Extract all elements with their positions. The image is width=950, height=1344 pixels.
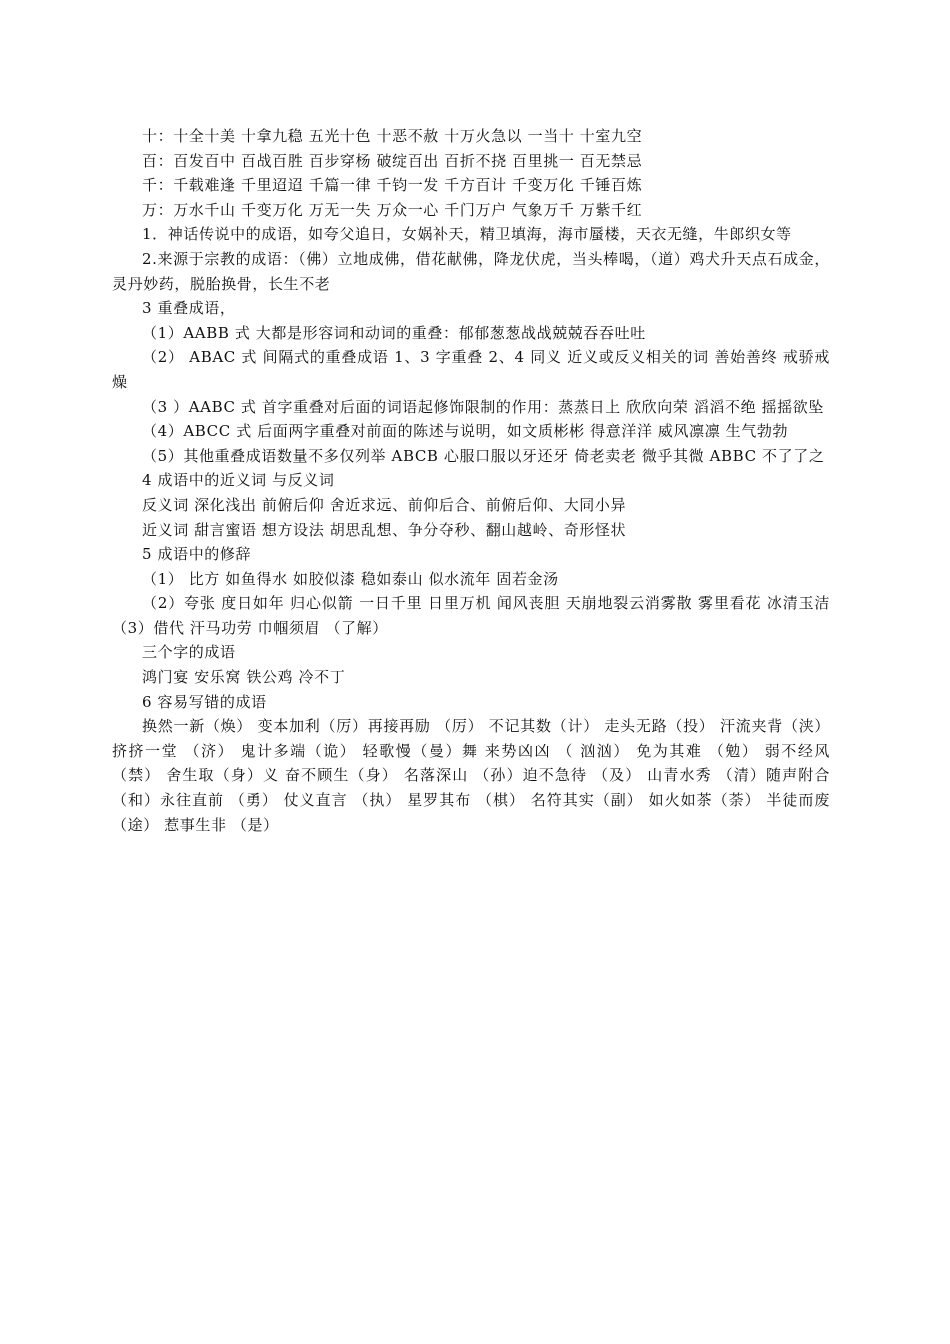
heading-rhetoric: 5 成语中的修辞 (142, 545, 252, 564)
paragraph-myth-idioms: 1．神话传说中的成语，如夸父追日，女娲补天，精卫填海，海市蜃楼，天衣无缝，牛郎织女等 (142, 225, 792, 244)
paragraph-other-reduplication: （5）其他重叠成语数量不多仅列举 ABCB 心服口服以牙还牙 倚老卖老 微乎其微 ABBC 不了了之 (142, 446, 825, 465)
paragraph-qian: 千：千载难逢 千里迢迢 千篇一律 千钧一发 千方百计 千变万化 千锤百炼 (142, 176, 643, 195)
document-body (112, 124, 830, 837)
paragraph-bai: 百：百发百中 百战百胜 百步穿杨 破绽百出 百折不挠 百里挑一 百无禁忌 (142, 151, 643, 170)
paragraph-aabb: （1）AABB 式 大都是形容词和动词的重叠：郁郁葱葱战战兢兢吞吞吐吐 (142, 323, 646, 342)
paragraph-religion-idioms: 2.来源于宗教的成语：（佛）立地成佛，借花献佛，降龙伏虎，当头棒喝，（道）鸡犬升天点石成金，灵丹妙药，脱胎换骨，长生不老 (112, 249, 830, 293)
paragraph-aabc: （3 ）AABC 式 首字重叠对后面的词语起修饰限制的作用：蒸蒸日上 欣欣向荣 滔滔不绝 摇摇欲坠 (142, 397, 824, 416)
paragraph-wan: 万：万水千山 千变万化 万无一失 万众一心 千门万户 气象万千 万紫千红 (142, 200, 643, 219)
paragraph-hyperbole: （2）夸张 度日如年 归心似箭 一日千里 日里万机 闻风丧胆 天崩地裂云消雾散 雾里看花 冰清玉洁 （3）借代 汗马功劳 巾帼须眉 （了解） (112, 594, 830, 637)
paragraph-common-errors: 换然一新（焕） 变本加利（厉）再接再励 （厉） 不记其数（计） 走头无路（投） 汗流夹背（浃） 挤挤一堂 （济） 鬼计多端（诡） 轻歌慢（曼）舞 来势凶凶 （ 汹汹） 免为其难 （勉） 弱不经风 （禁） 舍生取（身）义 奋不顾生（身） 名落深山 （孙）迫不急待 （及） 山青水秀 （清）随声附合（和）永往直前 （勇） 仗义直言 （执） 星罗其布 （棋） 名符其实（副） 如火如茶（荼） 半徒而废（途） 惹事生非 （是） (112, 717, 830, 834)
heading-synonyms-antonyms: 4 成语中的近义词 与反义词 (142, 471, 335, 490)
paragraph-abcc: （4）ABCC 式 后面两字重叠对前面的陈述与说明，如文质彬彬 得意洋洋 威风凛凛 生气勃勃 (142, 422, 789, 441)
heading-three-char: 三个字的成语 (142, 643, 236, 662)
paragraph-antonyms: 反义词 深化浅出 前俯后仰 舍近求远、前仰后合、前俯后仰、大同小异 (142, 495, 627, 514)
paragraph-three-char: 鸿门宴 安乐窝 铁公鸡 冷不丁 (142, 668, 346, 687)
paragraph-metaphor: （1） 比方 如鱼得水 如胶似漆 稳如泰山 似水流年 固若金汤 (142, 569, 559, 588)
paragraph-shi: 十：十全十美 十拿九稳 五光十色 十恶不赦 十万火急以 一当十 十室九空 (142, 127, 643, 145)
paragraph-abac: （2） ABAC 式 间隔式的重叠成语 1、3 字重叠 2、4 同义 近义或反义相关的词 善始善终 戒骄戒燥 (112, 348, 830, 391)
heading-reduplication: 3 重叠成语， (142, 299, 236, 318)
heading-common-errors: 6 容易写错的成语 (142, 692, 267, 711)
paragraph-synonyms: 近义词 甜言蜜语 想方设法 胡思乱想、争分夺秒、翻山越岭、奇形怪状 (142, 520, 627, 539)
